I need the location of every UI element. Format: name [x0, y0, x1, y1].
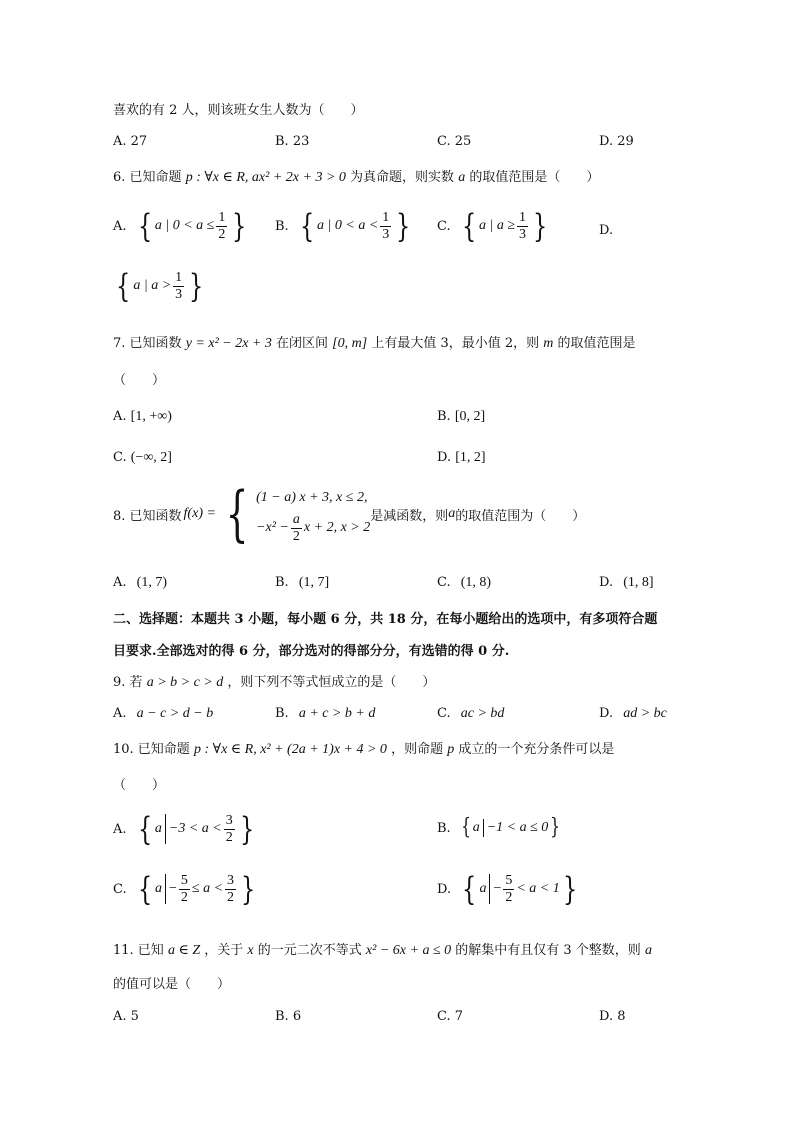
fraction-denominator: 2: [505, 889, 513, 905]
set-bar: [165, 814, 166, 844]
right-brace: }: [189, 267, 204, 305]
q11-stem-mid2: 的一元二次不等式: [257, 943, 362, 958]
q6-option-a-expr: a | 0 < a ≤: [154, 218, 215, 233]
fraction-denominator: 3: [382, 226, 390, 242]
q7-answer-paren: （ ）: [113, 373, 166, 388]
q9-stem-pre: 9. 若: [113, 675, 143, 690]
q11-option-c: C. 7: [437, 1009, 464, 1024]
fraction-numerator: 3: [227, 873, 235, 889]
q10-option-b-expr: −1 < a ≤ 0: [486, 820, 549, 835]
q10-var: p: [447, 742, 455, 757]
q10-option-b-var: a: [472, 820, 480, 835]
left-brace: {: [137, 810, 152, 848]
q9-option-d-label: D.: [599, 706, 614, 721]
q8-option-c-label: C.: [437, 575, 451, 590]
right-brace: }: [533, 207, 548, 245]
fraction: [224, 813, 235, 845]
q6-stem-post: 为真命题，则实数: [350, 170, 455, 185]
right-brace: }: [550, 815, 561, 840]
q7-stem-mid: 在闭区间: [276, 336, 329, 351]
q6-option-a-label: A.: [113, 218, 127, 234]
q10-option-a: [113, 810, 257, 848]
q8-stem-pre: 8. 已知函数: [113, 508, 182, 524]
fraction-denominator: 2: [292, 528, 300, 544]
fraction-numerator: 5: [180, 873, 188, 889]
q5-option-d: D. 29: [599, 134, 634, 149]
fraction: [179, 873, 190, 905]
q7-stem-post: 上有最大值 3，最小值 2，则: [371, 336, 540, 351]
fraction-numerator: 1: [218, 210, 226, 226]
minus-sign: −: [168, 881, 177, 896]
q6-stem: [113, 171, 599, 185]
fraction-denominator: 2: [180, 889, 188, 905]
left-brace: {: [137, 870, 152, 908]
q10-option-b-label: B.: [437, 820, 451, 836]
q8-function-name: f(x) =: [183, 506, 216, 521]
fraction-denominator: 2: [218, 226, 226, 242]
q7-option-b: [437, 410, 485, 424]
q10-option-c: [113, 870, 258, 908]
q10-option-d-label: D.: [437, 881, 452, 897]
q7-option-d-value: [1, 2]: [455, 450, 486, 465]
left-brace: {: [462, 870, 477, 908]
q9-option-b-value: a + c > b + d: [298, 706, 376, 721]
q6-option-d-label: D.: [599, 223, 614, 238]
q10-option-a-label: A.: [113, 821, 127, 837]
q6-option-d-expr: a | a >: [133, 278, 172, 293]
left-brace: {: [299, 207, 314, 245]
fraction-denominator: 3: [175, 286, 183, 302]
q7-option-c: [113, 451, 172, 465]
q11-stem-mid: ，关于: [204, 943, 244, 958]
q7-option-d-label: D.: [437, 450, 452, 465]
q11-condition: a ∈ Z: [167, 943, 201, 958]
fraction: [380, 210, 391, 242]
set-bar: [165, 874, 166, 904]
q7-option-b-value: [0, 2]: [454, 409, 486, 424]
fraction: [225, 873, 236, 905]
question-5-stem-end: 喜欢的有 2 人，则该班女生人数为（ ）: [113, 103, 364, 118]
q8-option-a-value: (1, 7): [136, 575, 167, 590]
q7-var: m: [543, 336, 554, 351]
q5-option-a: A. 27: [113, 134, 148, 149]
q8-case-2-post: x + 2, x > 2: [303, 520, 371, 535]
q6-stem-math: p : ∀x ∈ R, ax² + 2x + 3 > 0: [185, 170, 346, 185]
q6-option-a: [113, 207, 250, 245]
q11-inequality: x² − 6x + a ≤ 0: [365, 943, 452, 958]
left-brace: {: [461, 207, 476, 245]
q10-option-a-var: a: [154, 821, 162, 836]
q6-var: a: [458, 170, 466, 185]
q6-option-c-expr: a | a ≥: [478, 218, 516, 233]
q9-stem-post: ，则下列不等式恒成立的是（ ）: [227, 675, 436, 690]
q9-option-b-label: B.: [275, 706, 289, 721]
q10-stem-math: p : ∀x ∈ R, x² + (2a + 1)x + 4 > 0: [193, 742, 387, 757]
right-brace: }: [239, 810, 255, 848]
q7-option-d: [437, 451, 486, 465]
q8-stem-post: 是减函数，则: [370, 508, 449, 524]
q8-option-a: [113, 576, 167, 590]
q8-option-c: [437, 576, 491, 590]
q7-stem-math: y = x² − 2x + 3: [185, 336, 272, 351]
q8-case-2: [256, 512, 370, 544]
fraction-numerator: 5: [505, 873, 513, 889]
fraction: [291, 512, 302, 544]
q9-option-a: [113, 707, 213, 721]
q7-stem-pre: 7. 已知函数: [113, 336, 182, 351]
q10-option-c-label: C.: [113, 881, 127, 897]
right-brace: }: [232, 207, 247, 245]
q11-stem-line-2: 的值可以是（ ）: [113, 977, 231, 992]
q8-stem-end: 的取值范围为（ ）: [455, 508, 586, 524]
q9-option-d-value: ad > bc: [623, 706, 667, 721]
q7-option-c-value: (−∞, 2]: [130, 450, 172, 465]
q6-stem-end: 的取值范围是（ ）: [469, 170, 600, 185]
q11-option-d: D. 8: [599, 1009, 626, 1024]
q6-option-d: [113, 267, 207, 305]
q7-option-a: [113, 410, 172, 424]
q7-stem: [113, 337, 636, 351]
section-2-heading-line-1: 二、选择题：本题共 3 小题，每小题 6 分，共 18 分，在每小题给出的选项中，有多项符合题: [113, 612, 658, 627]
q7-option-b-label: B.: [437, 409, 451, 424]
q8-option-a-label: A.: [113, 575, 127, 590]
q7-stem-end: 的取值范围是: [557, 336, 636, 351]
minus-sign: −: [493, 881, 502, 896]
q9-option-a-value: a − c > d − b: [136, 706, 214, 721]
fraction: [503, 873, 514, 905]
q10-option-d-expr: < a < 1: [516, 881, 560, 896]
q8-option-d-value: (1, 8]: [623, 575, 654, 590]
fraction: [517, 210, 528, 242]
q9-option-c: [437, 707, 504, 721]
q9-option-d: [599, 707, 667, 721]
q10-answer-paren: （ ）: [113, 778, 166, 793]
q6-option-c-label: C.: [437, 218, 451, 234]
q8-option-b-label: B.: [275, 575, 289, 590]
q11-option-b: B. 6: [275, 1009, 302, 1024]
q9-option-b: [275, 707, 375, 721]
q9-stem: [113, 676, 435, 690]
right-brace: }: [562, 870, 578, 908]
q10-option-d-var: a: [479, 881, 487, 896]
q8-option-d: [599, 576, 654, 590]
q11-var-a: a: [644, 943, 652, 958]
q9-stem-math: a > b > c > d: [146, 675, 224, 690]
q8-cases: [256, 484, 370, 544]
q5-option-b: B. 23: [275, 134, 310, 149]
left-brace: {: [116, 267, 131, 305]
q8-option-c-value: (1, 8): [460, 575, 492, 590]
set-bar: [489, 874, 490, 904]
q9-option-c-value: ac > bd: [460, 706, 505, 721]
fraction-numerator: 1: [382, 210, 390, 226]
q6-option-b: [275, 207, 414, 245]
q10-stem-pre: 10. 已知命题: [113, 742, 190, 757]
fraction-numerator: 1: [175, 270, 183, 286]
q8-var: a: [448, 506, 456, 521]
q10-option-a-expr: −3 < a <: [168, 821, 222, 836]
fraction-numerator: 1: [519, 210, 527, 226]
q11-var-x: x: [247, 943, 254, 958]
q8-option-b-value: (1, 7]: [298, 575, 330, 590]
q8-case-1: (1 − a) x + 3, x ≤ 2,: [256, 490, 368, 506]
q11-stem-post: 的解集中有且仅有 3 个整数，则: [455, 943, 641, 958]
q11-option-a: A. 5: [113, 1009, 139, 1024]
left-brace: {: [137, 207, 152, 245]
left-brace: {: [460, 815, 471, 840]
section-2-heading-line-2: 目要求.全部选对的得 6 分，部分选对的得部分分，有选错的得 0 分.: [113, 644, 510, 659]
q11-stem-pre: 11. 已知: [113, 943, 164, 958]
fraction-numerator: 3: [225, 813, 233, 829]
fraction-denominator: 2: [225, 829, 233, 845]
q11-stem: [113, 944, 652, 958]
q8-stem: [113, 479, 586, 549]
q10-option-c-var: a: [154, 881, 162, 896]
q9-option-c-label: C.: [437, 706, 451, 721]
q10-option-b: [437, 817, 562, 839]
right-brace: }: [396, 207, 411, 245]
q5-option-c: C. 25: [437, 134, 472, 149]
set-bar: [483, 819, 484, 837]
fraction: [173, 270, 184, 302]
q10-stem: [113, 743, 614, 757]
piecewise-brace: {: [225, 479, 249, 549]
q10-option-d: [437, 870, 580, 908]
q8-case-2-pre: −x² −: [256, 520, 289, 535]
q10-stem-post: ，则命题: [391, 742, 444, 757]
right-brace: }: [241, 870, 256, 908]
q8-option-b: [275, 576, 329, 590]
q7-option-c-label: C.: [113, 450, 127, 465]
fraction-numerator: a: [292, 512, 300, 528]
q7-option-a-value: [1, +∞): [130, 409, 172, 424]
q6-option-b-label: B.: [275, 218, 289, 234]
fraction: [216, 210, 227, 242]
q9-option-a-label: A.: [113, 706, 127, 721]
q7-option-a-label: A.: [113, 409, 127, 424]
fraction-denominator: 3: [519, 226, 527, 242]
q10-stem-end: 成立的一个充分条件可以是: [458, 742, 615, 757]
q6-option-c: [437, 207, 550, 245]
q6-option-b-expr: a | 0 < a <: [317, 218, 379, 233]
q6-stem-pre: 6. 已知命题: [113, 170, 182, 185]
q7-interval: [0, m]: [332, 336, 368, 351]
q10-option-c-expr: ≤ a <: [191, 881, 224, 896]
fraction-denominator: 2: [227, 889, 235, 905]
q8-option-d-label: D.: [599, 575, 614, 590]
